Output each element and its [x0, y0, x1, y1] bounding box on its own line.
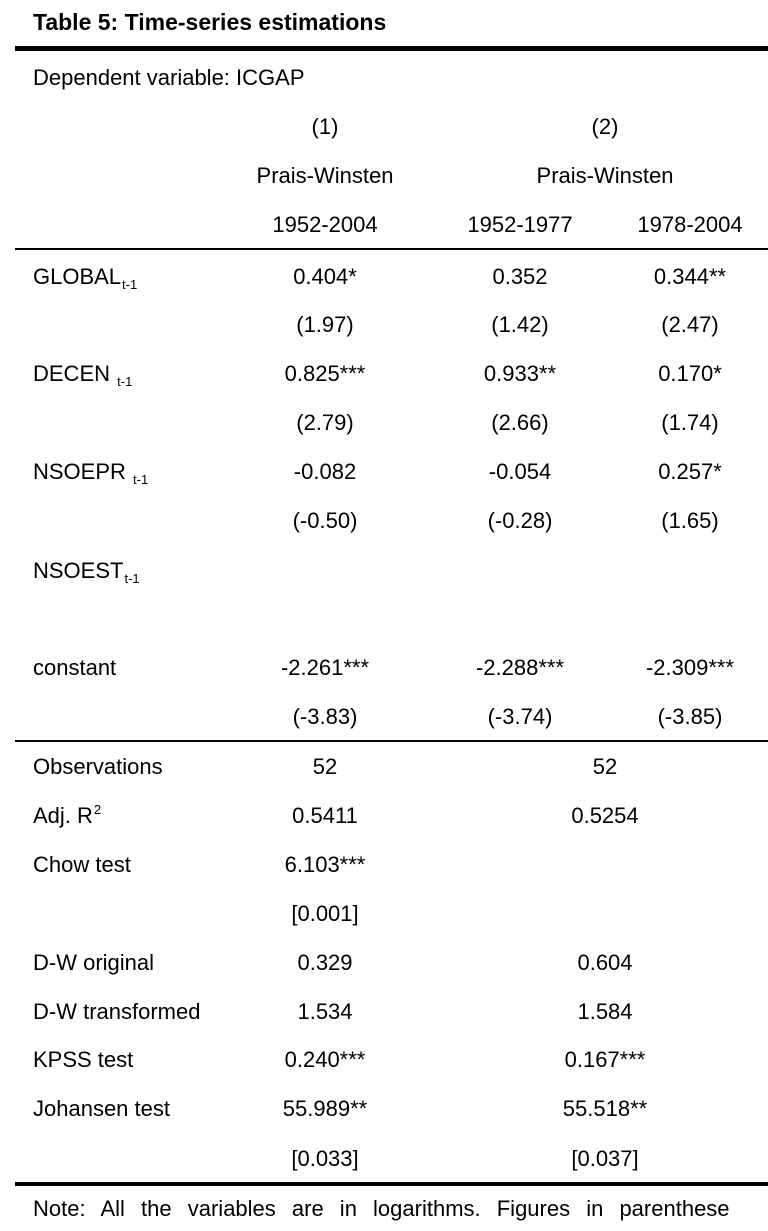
row-label-constant: constant [33, 655, 117, 680]
top-rule [15, 46, 768, 51]
header-rule [15, 248, 768, 250]
stat-dw-transformed-1: 1.534 [297, 999, 353, 1024]
coef-nsoepr-3: 0.257* [658, 459, 722, 484]
stat-kpss-2: 0.167*** [564, 1047, 646, 1072]
coef-decen-3: 0.170* [658, 361, 722, 386]
row-label-global: $GLOBAL_{t-1}$ [33, 264, 138, 292]
stat-label-dw-transformed: D-W transformed [33, 999, 201, 1024]
col-number-2: (2) [591, 114, 619, 139]
coef-decen-2: 0.933** [483, 361, 557, 386]
stat-dw-original-1: 0.329 [297, 950, 353, 975]
coef-constant-2: -2.288*** [475, 655, 565, 680]
coef-nsoepr-2: -0.054 [488, 459, 552, 484]
t-global-2: (1.42) [491, 312, 549, 337]
stat-adj-r2-1: 0.5411 [292, 803, 358, 828]
coef-decen-1: 0.825*** [284, 361, 366, 386]
t-global-3: (2.47) [661, 312, 719, 337]
coef-constant-1: -2.261*** [280, 655, 370, 680]
row-label-nsoepr: NSOEPR $_{t-1}$ [33, 459, 149, 487]
t-decen-3: (1.74) [661, 410, 719, 435]
stat-label-chow: Chow test [33, 852, 131, 877]
stat-johansen-2: 55.518** [562, 1096, 648, 1121]
t-constant-1: (-3.83) [292, 704, 358, 729]
t-constant-2: (-3.74) [487, 704, 553, 729]
stat-observations-2: 52 [592, 754, 618, 779]
row-label-decen: DECEN $_{t-1}$ [33, 361, 133, 389]
coef-global-1: 0.404* [293, 264, 357, 289]
coef-global-2: 0.352 [492, 264, 548, 289]
period-3: 1978-2004 [637, 212, 743, 237]
t-constant-3: (-3.85) [657, 704, 723, 729]
stat-johansen-p-2: [0.037] [571, 1146, 639, 1171]
bottom-rule [15, 1182, 768, 1186]
table-note: Note: All the variables are in logarithms. Figures in parenthese [33, 1196, 730, 1221]
period-1: 1952-2004 [272, 212, 378, 237]
stat-label-kpss: KPSS test [33, 1047, 134, 1072]
stat-johansen-1: 55.989** [282, 1096, 368, 1121]
col-number-1: (1) [311, 114, 339, 139]
stat-label-dw-original: D-W original [33, 950, 155, 975]
stat-dw-original-2: 0.604 [577, 950, 633, 975]
coef-nsoepr-1: -0.082 [293, 459, 357, 484]
stat-label-johansen: Johansen test [33, 1096, 170, 1121]
dependent-variable: Dependent variable: ICGAP [33, 65, 305, 90]
t-nsoepr-3: (1.65) [661, 508, 719, 533]
t-global-1: (1.97) [296, 312, 354, 337]
method-2: Prais-Winsten [536, 163, 674, 188]
stat-observations-1: 52 [312, 754, 338, 779]
t-nsoepr-2: (-0.28) [487, 508, 553, 533]
row-label-nsoest: $NSOEST_{t-1}$ [33, 558, 140, 586]
stat-label-adj-r2: Adj. $R^2$ [33, 802, 102, 828]
stat-label-observations: Observations [33, 754, 163, 779]
t-decen-2: (2.66) [491, 410, 549, 435]
table-title: Table 5: Time-series estimations [33, 9, 387, 35]
coef-constant-3: -2.309*** [645, 655, 735, 680]
coef-global-3: 0.344** [653, 264, 727, 289]
method-1: Prais-Winsten [256, 163, 394, 188]
t-nsoepr-1: (-0.50) [292, 508, 358, 533]
stat-adj-r2-2: 0.5254 [571, 803, 639, 828]
stat-chow-value: 6.103*** [284, 852, 366, 877]
stat-dw-transformed-2: 1.584 [577, 999, 633, 1024]
stat-johansen-p-1: [0.033] [291, 1146, 359, 1171]
stat-chow-p: [0.001] [291, 901, 359, 926]
t-decen-1: (2.79) [296, 410, 354, 435]
period-2: 1952-1977 [467, 212, 573, 237]
stat-kpss-1: 0.240*** [284, 1047, 366, 1072]
